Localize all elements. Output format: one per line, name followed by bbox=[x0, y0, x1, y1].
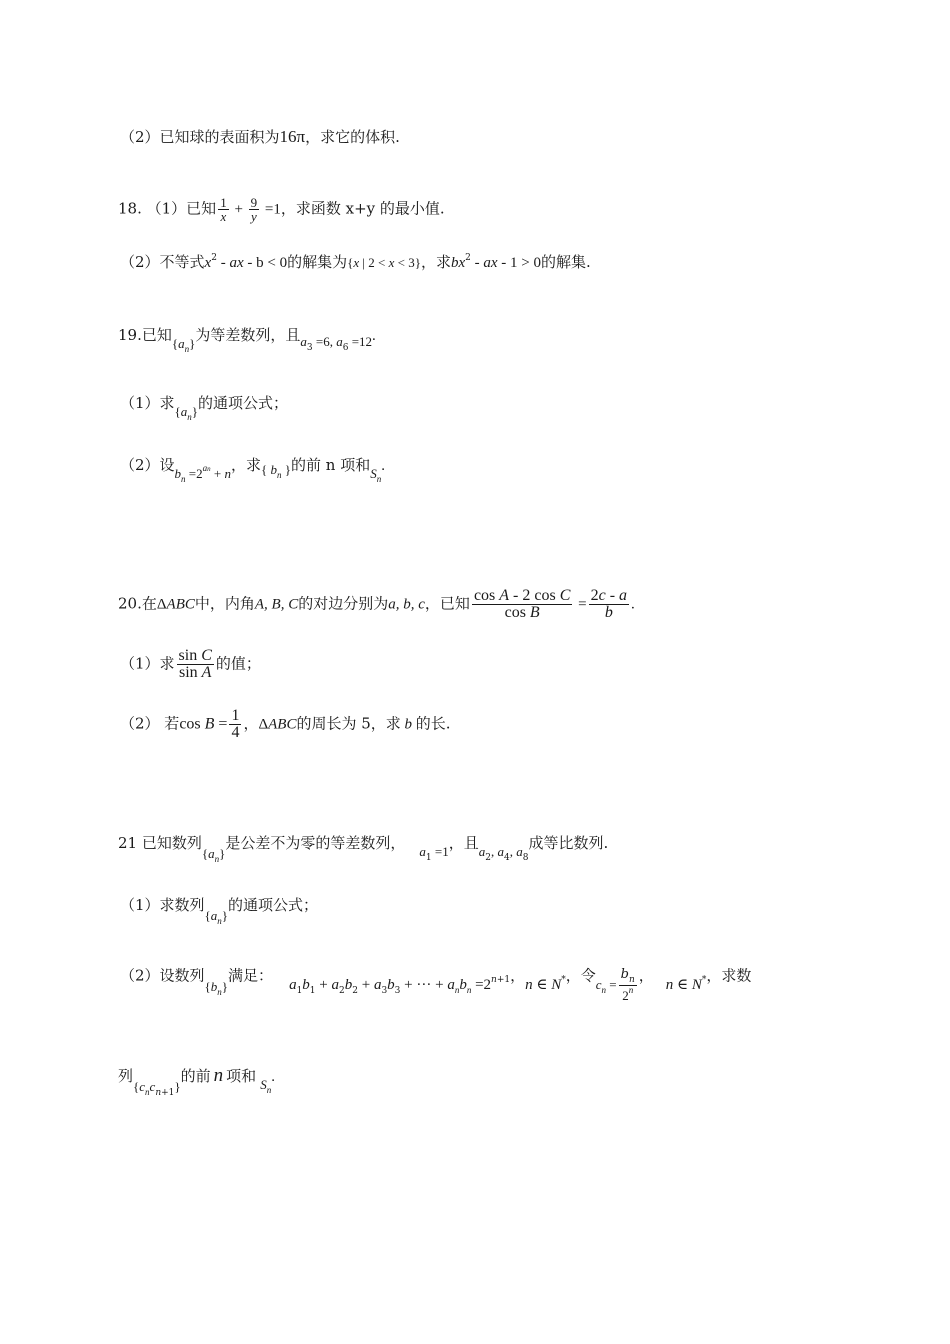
q20-intro: 20.在ΔABC中，内角A, B, C的对边分别为a, b, c，已知 $\frac{\text{cos A - 2 cos C}}{\text{cos B}}$ = $\frac{2c - a}{b}$ . bbox=[118, 587, 635, 621]
q21-part2-label: （2）设数列 bbox=[120, 966, 205, 985]
q21-intro-mid: 是公差不为零的等差数列， bbox=[225, 834, 406, 852]
sum-sn: $S_n$ bbox=[260, 1077, 272, 1095]
q17-part2 bbox=[120, 128, 400, 145]
q17-part2-tail: ，求它的体积. bbox=[305, 128, 400, 146]
sequence-an: $\{a_n\}$ bbox=[171, 336, 196, 354]
q18-part2 bbox=[120, 254, 591, 271]
q19-number: 19. bbox=[118, 326, 142, 344]
q20-intro-mid2: 的对边分别为 bbox=[298, 594, 389, 613]
q21-intro-tail: 成等比数列. bbox=[528, 834, 609, 852]
second-inequality: $bx^2$ - ax - 1 > 0 bbox=[450, 253, 541, 271]
q18-number: 18. bbox=[118, 199, 142, 218]
q21-part3-tail: 项和 bbox=[226, 1067, 257, 1085]
sequence-cn-cn1: $\{c_nc_{n+1}\}$ bbox=[133, 1079, 181, 1098]
q19-part1-label: （1）求 bbox=[120, 394, 175, 412]
sinc-over-sina: $\frac{\text{sin C}}{\text{sin A}}$ bbox=[178, 647, 212, 681]
q19-intro-text: 已知 bbox=[141, 326, 172, 344]
q20-part1-tail: 的值； bbox=[215, 654, 261, 673]
sequence-bn: $\{b_n\}$ bbox=[204, 978, 229, 997]
q20-number: 20. bbox=[118, 594, 142, 613]
q21-part3-label: 列 bbox=[118, 1067, 134, 1085]
q20-intro-text: 在 bbox=[141, 594, 157, 613]
q18-part2-mid2: ，求 bbox=[420, 253, 451, 271]
q19-part2-tail: 的前 n 项和 bbox=[291, 456, 371, 474]
q21-intro bbox=[118, 836, 608, 864]
given-fraction-right: $\frac{2c - a}{b}$ bbox=[590, 587, 628, 621]
inequality-formula: $x^2$ - ax - b < 0 bbox=[204, 253, 288, 271]
geometric-terms: $a_2$, $a_4$, $a_8$ bbox=[478, 844, 529, 863]
fraction-one-quarter: $\frac{1}{4}$ bbox=[231, 707, 240, 741]
a1-equals-1: $a_1 =1$ bbox=[419, 844, 449, 863]
q19-intro: 19.已知$\{a_n\}$为等差数列，且$a_3 =6$, $a_6 =12$. bbox=[118, 326, 376, 354]
q21-part2 bbox=[120, 968, 751, 1002]
q20-part2-mid2: 的周长为 5，求 bbox=[296, 714, 401, 733]
q18-part1-tail: ，求函数 x+y 的最小值. bbox=[280, 199, 445, 218]
q21-part2-continued: 列$\{c_nc_{n+1}\}$的前 n 项和 $S_n$. bbox=[118, 1065, 275, 1098]
q19-part2-label: （2）设 bbox=[120, 456, 175, 474]
q19-part1 bbox=[120, 396, 288, 422]
sphere-area-value: 16π bbox=[279, 127, 306, 146]
q21-intro-text: 已知数列 bbox=[141, 834, 202, 852]
given-fraction-left: $\frac{\text{cos A - 2 cos C}}{\text{cos B}}$ bbox=[473, 587, 571, 621]
q19-part2: （2）设$b_n =2^{an} + n$，求{ $b_n$ }的前 n 项和$S_n$. bbox=[120, 456, 385, 484]
q17-part2-label: （2）已知球的表面积为 bbox=[120, 128, 280, 146]
bn-over-2n: $\frac{b_n}{2^n}$ bbox=[620, 967, 635, 1003]
fraction-9-over-y: $\frac{9}{y}$ bbox=[250, 195, 258, 224]
q20-intro-mid3: ，已知 bbox=[424, 594, 470, 613]
q21-part2-mid4: ， bbox=[638, 966, 654, 985]
q18-part2-mid: 的解集为 bbox=[287, 253, 348, 271]
q20-part2: （2） 若cos B = $\frac{1}{4}$ ，ΔABC的周长为 5，求 b 的长. bbox=[120, 707, 451, 741]
q21-part2-mid3: ，令 bbox=[565, 966, 596, 985]
q20-intro-mid: 中，内角 bbox=[194, 594, 255, 613]
q19-part2-mid: ，求 bbox=[230, 456, 261, 474]
n-in-naturals: n ∈ N* bbox=[525, 974, 566, 993]
q20-part1 bbox=[120, 648, 261, 681]
q19-part1-tail: 的通项公式； bbox=[198, 394, 289, 412]
q21-part1-label: （1）求数列 bbox=[120, 896, 205, 914]
q21-part3-mid: 的前 bbox=[180, 1067, 211, 1085]
n-in-naturals-2: n ∈ N* bbox=[665, 974, 707, 993]
q20-part2-mid: ， bbox=[243, 714, 259, 733]
q20-part1-label: （1）求 bbox=[120, 654, 175, 673]
q18-part2-label: （2）不等式 bbox=[120, 253, 205, 271]
given-terms: $a_3 =6$, $a_6 =12$ bbox=[300, 334, 373, 353]
q21-intro-mid2: ，且 bbox=[448, 834, 479, 852]
sequence-bn: { $b_n$ } bbox=[261, 462, 291, 480]
q21-number: 21 bbox=[118, 834, 138, 852]
q21-part1-tail: 的通项公式； bbox=[228, 896, 319, 914]
q21-part2-mid: 满足： bbox=[228, 966, 274, 985]
q19-intro-mid: 为等差数列，且 bbox=[195, 326, 301, 344]
bn-definition: $b_n =2^{an} + n$ bbox=[174, 463, 231, 484]
sequence-an: $\{a_n\}$ bbox=[204, 908, 229, 926]
q21-part2-tail: ，求数 bbox=[706, 966, 752, 985]
q20-part2-tail: 的长. bbox=[415, 714, 451, 733]
solution-set: {x | 2 < x < 3} bbox=[347, 255, 421, 270]
q21-part2-mid2: ， bbox=[510, 966, 526, 985]
q18-part1: 18. （1）已知 $\frac{1}{x}$ + $\frac{9}{y}$ =1，求函数 x+y 的最小值. bbox=[118, 195, 445, 224]
sum-relation: $a_1b_1 + a_2b_2 + a_3b_3$ + ··· + $a_nb_n =2^{n+1}$ bbox=[289, 974, 511, 996]
fraction-1-over-x: $\frac{1}{x}$ bbox=[220, 195, 227, 224]
cn-definition: $c_n$ = $\frac{b_n}{2^n}$ bbox=[595, 967, 635, 1003]
q21-part1 bbox=[120, 898, 318, 926]
sequence-an: $\{a_n\}$ bbox=[201, 846, 226, 864]
q20-part2-label: （2） 若 bbox=[120, 714, 180, 733]
q18-part2-tail: 的解集. bbox=[541, 253, 591, 271]
sum-sn: $S_n$ bbox=[370, 466, 382, 484]
sequence-an: $\{a_n\}$ bbox=[174, 404, 199, 422]
q18-part1-label: （1）已知 bbox=[146, 199, 217, 218]
